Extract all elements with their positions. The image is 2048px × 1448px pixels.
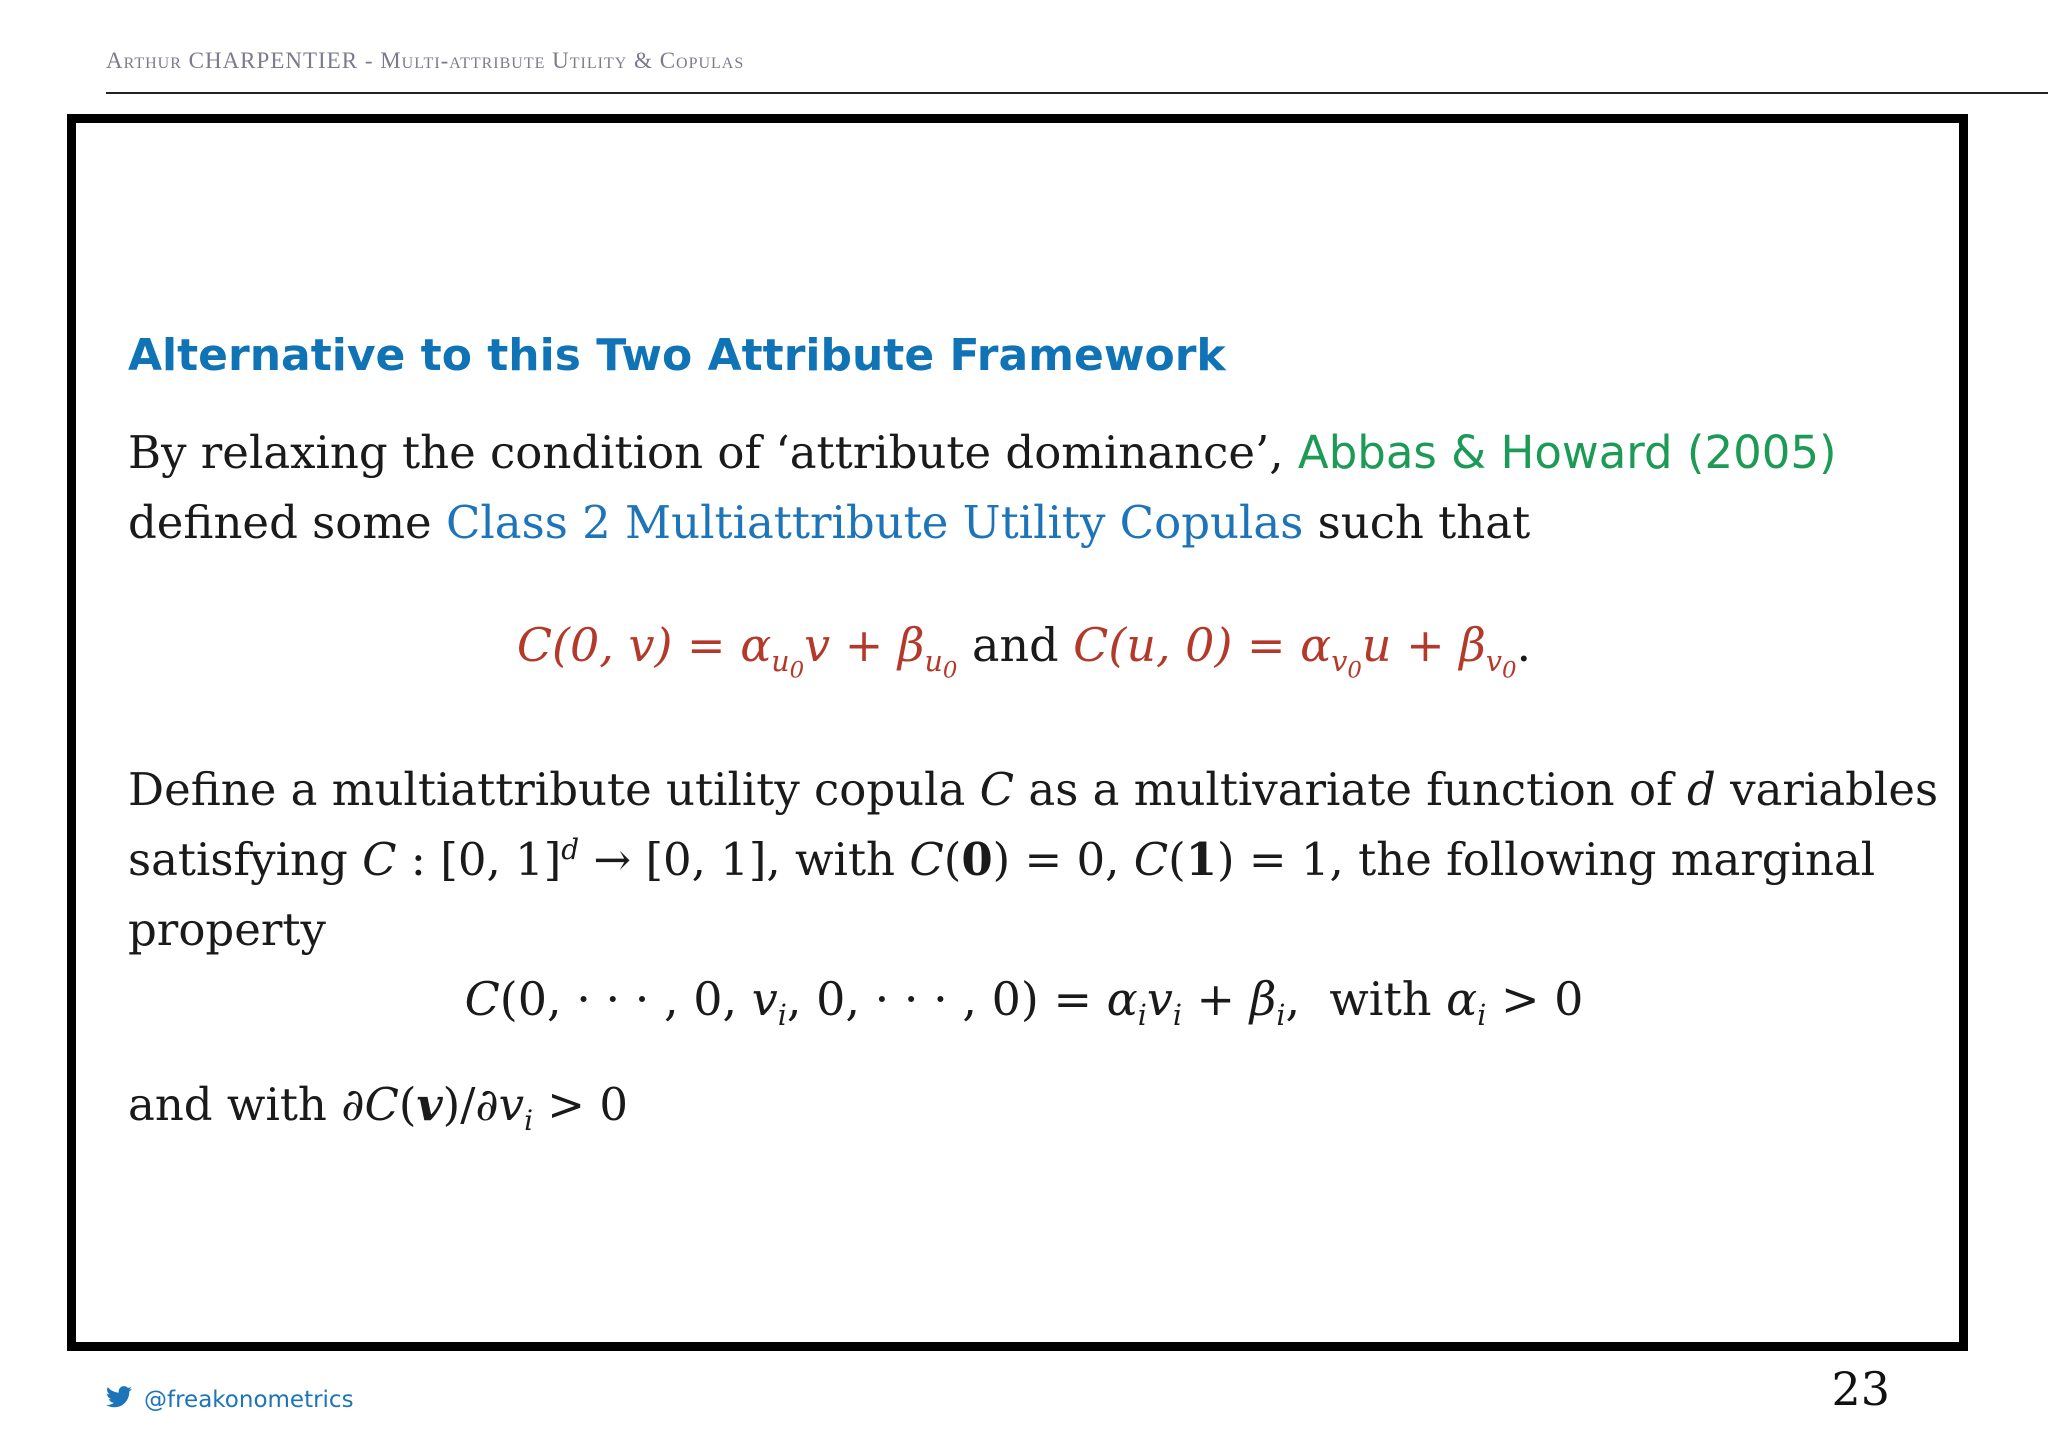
slide-title: Alternative to this Two Attribute Framework [128,330,1226,381]
paragraph-1-text-2: defined some [128,496,446,549]
footer-handle[interactable] [106,1386,354,1414]
footer-handle-text: @freakonometrics [144,1387,354,1413]
slide-frame [67,114,1968,1351]
paragraph-2-line-3: property [128,903,326,956]
twitter-bird-icon [106,1386,132,1414]
paragraph-1 [128,418,1837,558]
paragraph-2-line-2: satisfying C : [0, 1]$^d$ → [0, 1], with C(0) = 0, C(1) = 1, the following marginal [128,833,1876,886]
equation-1-left: C(0, $v) = \alpha_{u_0}v + \beta_{u_0}$ [516,618,958,684]
paragraph-2 [128,755,1938,965]
paragraph-1-text-3: such that [1303,496,1531,549]
header-rule [106,92,2048,94]
equation-1: C(0, $v) = \alpha_{u_0}v + \beta_{u_0}$ and C(u, $0) = \alpha_{v_0}u + \beta_{v_0}$. [516,618,1532,684]
paragraph-1-line-2 [128,488,1837,558]
equation-1-and: and [957,618,1074,672]
paragraph-1-line-1 [128,418,1837,488]
paragraph-3: and with $\partial C(v)/\partial v_i > 0$ [128,1078,628,1137]
running-header: Arthur CHARPENTIER - Multi-attribute Utility & Copulas [106,48,745,73]
class2-copulas-link[interactable]: Class 2 Multiattribute Utility Copulas [445,496,1304,549]
paragraph-2-line-1: Define a multiattribute utility copula C as a multivariate function of d variables [128,763,1939,816]
paragraph-1-text: By relaxing the condition of ‘attribute dominance’, [128,426,1298,479]
equation-1-right: C(u, $0) = \alpha_{v_0}u + \beta_{v_0}$ [1073,618,1517,684]
equation-2: C(0, · · · , 0, $v_i$, 0, · · · , $0) = \alpha_iv_i + \beta_i$, with $\alpha_i > 0$ [464,972,1584,1033]
citation-link[interactable]: Abbas & Howard (2005) [1297,426,1837,479]
page-number: 23 [1831,1362,1890,1416]
